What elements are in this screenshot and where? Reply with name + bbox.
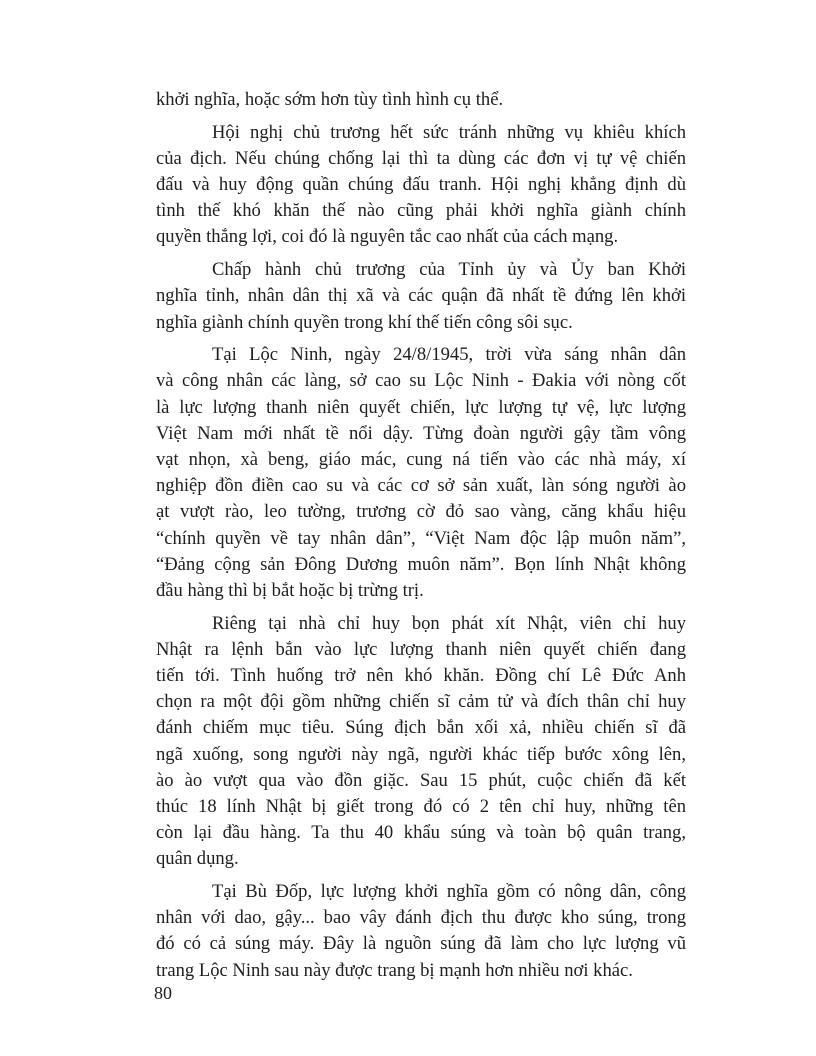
- text-line: Nhật ra lệnh bắn vào lực lượng thanh niên quyết chiến đang: [156, 638, 686, 660]
- text-line: khởi nghĩa, hoặc sớm hơn tùy tình hình cụ thể.: [156, 89, 504, 110]
- text-line: đầu hàng thì bị bắt hoặc bị trừng trị.: [156, 579, 424, 601]
- text-line: ngã xuống, song người này ngã, người khác tiếp bước xông lên,: [156, 743, 686, 765]
- text-line: ạt vượt rào, leo tường, trương cờ đỏ sao vàng, căng khẩu hiệu: [156, 501, 686, 523]
- text-line: quyền thắng lợi, coi đó là nguyên tắc cao nhất của cách mạng.: [156, 226, 619, 248]
- text-line: Hội nghị chủ trương hết sức tránh những vụ khiêu khích: [212, 121, 686, 143]
- text-line: và công nhân các làng, sở cao su Lộc Ninh - Đakia với nòng cốt: [156, 370, 686, 392]
- text-line: còn lại đầu hàng. Ta thu 40 khẩu súng và toàn bộ quân trang,: [156, 822, 686, 844]
- text-line: chọn ra một đội gồm những chiến sĩ cảm tử và đích thân chỉ huy: [156, 691, 686, 713]
- page-number: 80: [154, 983, 172, 1003]
- text-line: của địch. Nếu chúng chống lại thì ta dùng các đơn vị tự vệ chiến: [156, 147, 686, 169]
- text-line: Tại Lộc Ninh, ngày 24/8/1945, trời vừa sáng nhân dân: [212, 344, 686, 366]
- text-line: đó có cả súng máy. Đây là nguồn súng đã làm cho lực lượng vũ: [156, 933, 686, 955]
- text-line: quân dụng.: [156, 848, 239, 870]
- text-line: nghĩa tỉnh, nhân dân thị xã và các quận đã nhất tề đứng lên khởi: [156, 285, 686, 307]
- paragraph: [156, 611, 686, 873]
- paragraph: [156, 87, 686, 113]
- text-line: nghĩa giành chính quyền trong khí thế tiến công sôi sục.: [156, 311, 573, 333]
- text-line: “chính quyền về tay nhân dân”, “Việt Nam độc lập muôn năm”,: [156, 527, 686, 549]
- text-line: vạt nhọn, xà beng, giáo mác, cung ná tiến vào các nhà máy, xí: [156, 448, 686, 470]
- text-line: “Đảng cộng sản Đông Dương muôn năm”. Bọn lính Nhật không: [156, 553, 686, 575]
- page-body-text: [156, 87, 686, 990]
- text-line: trang Lộc Ninh sau này được trang bị mạnh hơn nhiều nơi khác.: [156, 959, 633, 981]
- text-line: Việt Nam mới nhất tề nổi dậy. Từng đoàn người gậy tầm vông: [156, 422, 686, 444]
- text-line: Chấp hành chủ trương của Tỉnh ủy và Ủy ban Khởi: [212, 259, 686, 281]
- paragraph: [156, 257, 686, 336]
- text-line: tiến tới. Tình huống trở nên khó khăn. Đồng chí Lê Đức Anh: [156, 664, 686, 686]
- text-line: tình thế khó khăn thế nào cũng phải khởi nghĩa giành chính: [156, 200, 686, 222]
- text-line: đấu và huy động quần chúng đấu tranh. Hội nghị khẳng định dù: [156, 174, 686, 196]
- paragraph: [156, 120, 686, 251]
- text-line: thúc 18 lính Nhật bị giết trong đó có 2 tên chỉ huy, những tên: [156, 795, 686, 817]
- text-line: ào ào vượt qua vào đồn giặc. Sau 15 phút, cuộc chiến đã kết: [156, 769, 686, 791]
- text-line: nhân với dao, gậy... bao vây đánh địch thu được kho súng, trong: [156, 907, 686, 929]
- paragraph: [156, 879, 686, 984]
- text-line: đánh chiếm mục tiêu. Súng địch bắn xối xả, nhiều chiến sĩ đã: [156, 717, 686, 739]
- text-line: nghiệp đồn điền cao su và các cơ sở sản xuất, làn sóng người ào: [156, 475, 686, 497]
- text-line: là lực lượng thanh niên quyết chiến, lực lượng tự vệ, lực lượng: [156, 396, 686, 418]
- text-line: Riêng tại nhà chỉ huy bọn phát xít Nhật, viên chỉ huy: [212, 612, 686, 634]
- text-line: Tại Bù Đốp, lực lượng khởi nghĩa gồm có nông dân, công: [212, 880, 686, 902]
- paragraph: [156, 342, 686, 604]
